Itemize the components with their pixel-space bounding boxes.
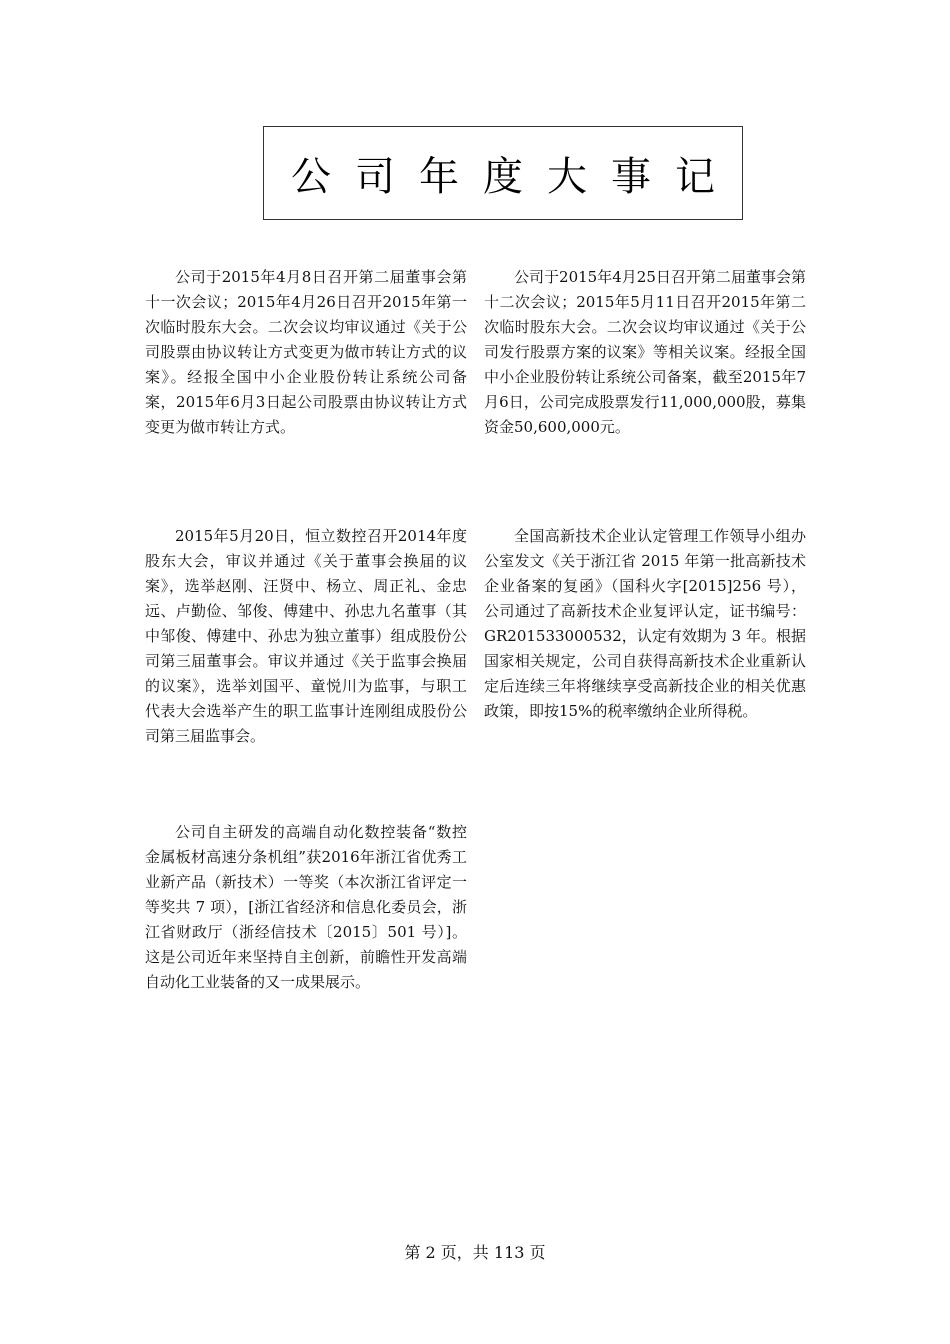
event-paragraph-high-tech-certification: 全国高新技术企业认定管理工作领导小组办公室发文《关于浙江省 2015 年第一批高新技术企业备案的复函》（国科火字[2015]256 号），公司通过了高新技术企业复评认定，证书编号：GR201533000532，认定有效期为 3 年。根据国家相关规定，公司自获得高新技术企业重新认定后连续三年将继续享受高新技企业的相关优惠政策，即按15%的税率缴纳企业所得税。 xyxy=(484,527,806,720)
page-title: 公司年度大事记 xyxy=(291,153,739,200)
page-number: 第 2 页，共 113 页 xyxy=(404,1243,546,1262)
event-paragraph-stock-issuance: 公司于2015年4月25日召开第二届董事会第十二次会议；2015年5月11日召开2015年第二次临时股东大会。二次会议均审议通过《关于公司发行股票方案的议案》等相关议案。经报全国中小企业股份转让系统公司备案，截至2015年7月6日，公司完成股票发行11,000,000股，募集资金50,600,000元。 xyxy=(484,268,806,436)
event-paragraph-board-election: 2015年5月20日，恒立数控召开2014年度股东大会，审议并通过《关于董事会换届的议案》，选举赵刚、汪贤中、杨立、周正礼、金忠远、卢勤俭、邹俊、傅建中、孙忠九名董事（其中邹俊、傅建中、孙忠为独立董事）组成股份公司第三届董事会。审议并通过《关于监事会换届的议案》，选举刘国平、童悦川为监事，与职工代表大会选举产生的职工监事计连刚组成股份公司第三届监事会。 xyxy=(145,527,467,745)
event-paragraph-market-making: 公司于2015年4月8日召开第二届董事会第十一次会议；2015年4月26日召开2015年第一次临时股东大会。二次会议均审议通过《关于公司股票由协议转让方式变更为做市转让方式的议案》。经报全国中小企业股份转让系统公司备案，2015年6月3日起公司股票由协议转让方式变更为做市转让方式。 xyxy=(145,268,467,436)
title-box xyxy=(263,126,743,220)
event-paragraph-product-award: 公司自主研发的高端自动化数控装备“数控金属板材高速分条机组”获2016年浙江省优秀工业新产品（新技术）一等奖（本次浙江省评定一等奖共 7 项），[浙江省经济和信息化委员会，浙江省财政厅（浙经信技术〔2015〕501 号）]。这是公司近年来坚持自主创新，前瞻性开发高端自动化工业装备的又一成果展示。 xyxy=(145,823,467,991)
